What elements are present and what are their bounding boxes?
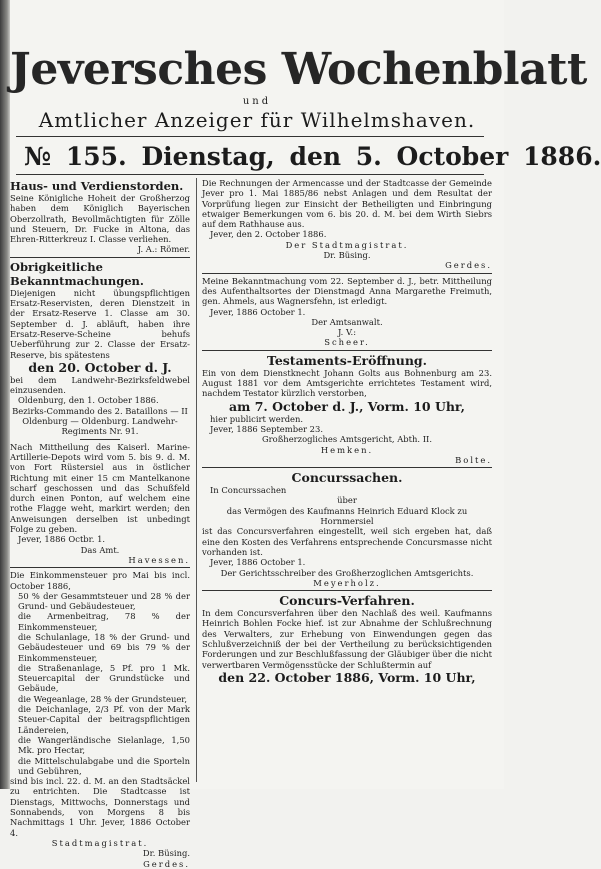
divider [202,590,492,591]
tax-payment-text: sind bis incl. 22. d. M. an den Stadtsäckel zu entrichten. Die Stadtcasse ist Dienstags, Mittwochs, Donnerstags und Sonnabends, von Morgens 8 bis Nachmittags 1 Uhr. Jever, 1886 October 4. [10,776,190,838]
masthead-rule-bottom [16,174,484,175]
residence-signature: Scheer. [324,337,370,348]
residence-place: Jever, 1886 October 1. [210,306,306,317]
divider [10,257,190,258]
accounts-name: Dr. Büsing. [323,250,371,261]
concurs-line: das Vermögen des Kaufmanns Heinrich Eduard Klock zu Hornmersiel [226,505,468,527]
testament-authority: Großherzogliches Amtsgericht, Abth. II. [261,434,433,445]
dateline [24,142,601,171]
firing-notice-place: Jever, 1886 Octbr. 1. [18,534,106,545]
issue-date: den 5. October 1886. [289,142,601,171]
concurs-place: Jever, 1886 October 1. [210,557,306,568]
divider [80,439,120,440]
newspaper-page [10,0,601,869]
accounts-place: Jever, den 2. October 1886. [210,229,327,240]
divider [10,567,190,568]
masthead-rule-top [16,136,484,137]
left-column [10,178,190,869]
heading-concurs-procedure: Concurs-Verfahren. [279,593,415,609]
issue-number: № 155. [24,142,127,171]
tax-line: die Wegeanlage, 28 % der Grundsteuer, [18,693,188,704]
column-separator [196,178,197,782]
firing-notice-text: Nach Mittheilung des Kaiserl. Marine-Artillerie-Depots wird vom 5. bis 9. d. M. von Fort Rüstersiel aus in östlicher Richtung mit einer 15 cm Mantelkanone scharf geschossen und das Schußfeld durch einen Ponton, auf welchem eine rothe Flagge weht, markirt werden; den Anweisungen derselben ist unbedingt Folge zu geben. [10,441,190,535]
tax-line: die Deichanlage, 2/3 Pf. von der Mark Steuer-Capital der beitragspflichtigen Ländereien, [18,704,190,735]
residence-text: Meine Bekanntmachung vom 22. September d. J., betr. Mittheilung des Aufenthaltsortes der Dienstmagd Anna Margarethe Freimuth, gen. Ahmels, aus Wagnersfehn, ist erledigt. [202,275,492,307]
right-column [202,178,492,783]
divider [202,467,492,468]
tax-authority: Stadtmagistrat. [51,837,149,848]
tax-line: die Mittelschulabgabe und die Sporteln und Gebühren, [18,755,190,776]
tax-heading: Die Einkommensteuer pro Mai bis incl. October 1886, [10,570,190,591]
concurs-procedure-date: den 22. October 1886, Vorm. 10 Uhr, [218,669,476,685]
issue-day: Dienstag, [141,142,275,171]
tax-signature: Gerdes. [143,858,190,869]
heading-concurs: Concurssachen. [291,470,403,486]
masthead-title: Jeversches Wochenblatt [10,44,587,95]
testament-text-2: hier publicirt werden. [210,413,304,424]
firing-notice-signature: Havessen. [128,554,190,565]
tax-line: die Armenbeitrag, 78 % der Einkommensteuer, [18,611,190,632]
accounts-signature: Gerdes. [445,260,492,271]
book-binding [0,0,10,789]
testament-date: am 7. October d. J., Vorm. 10 Uhr, [229,398,465,414]
residence-authority: Der Amtsanwalt. [311,316,383,327]
tax-line: 50 % der Gesammtsteuer und 28 % der Grund- und Gebäudesteuer, [18,590,190,612]
reserve-text-2: bei dem Landwehr-Bezirksfeldwebel einzusenden. [10,374,190,396]
tax-name: Dr. Büsing. [142,848,190,859]
accounts-text: Die Rechnungen der Armencasse und der Stadtcasse der Gemeinde Jever pro 1. Mai 1885/86 nebst Anlagen und dem Resultat der Vorprüfung liegen zur Einsicht der Betheiligten und Einbringung etwaiger Bemerkungen vom 6. bis 20. d. M. bei dem Wirth Siebrs auf dem Rathhause aus. [202,178,492,230]
heading-testament: Testaments-Eröffnung. [266,352,428,368]
divider [202,350,492,351]
tax-line: die Schulanlage, 18 % der Grund- und Gebäudesteuer und 69 bis 79 % der Einkommensteuer, [18,631,190,663]
tax-line: die Straßenanlage, 5 Pf. pro 1 Mk. Steuercapital der Grundstücke und Gebäude, [18,662,190,694]
reserve-deadline: den 20. October d. J. [28,359,172,375]
reserve-text: Diejenigen nicht übungspflichtigen Ersatz-Reservisten, deren Dienstzeit in der Ersatz-Reserve 1. Classe am 30. September d. J. abläuft, haben ihre Ersatz-Reserve-Scheine behufs Ueberführung zur 2. Classe der Ersatz-Reserve, bis spätestens [10,287,190,360]
concurs-line: über [337,495,357,506]
orders-signature: J. A.: Römer. [137,244,190,255]
concurs-signature: Meyerholz. [313,577,381,588]
accounts-authority: Der Stadtmagistrat. [285,239,409,250]
heading-orders: Haus- und Verdienstorden. [10,179,184,193]
orders-text: Seine Königliche Hoheit der Großherzog haben dem Königlich Bayerischen Oberzollrath, Bevollmächtigten für Zölle und Steuern, Dr. Fucke in Altona, das Ehren-Ritterkreuz I. Classe verliehen. [10,193,190,245]
testament-name: Hemken. [320,444,374,455]
concurs-text: ist das Concursverfahren eingestellt, weil sich ergeben hat, daß eine den Kosten des Verfahrens entsprechende Concursmasse nicht vorhanden ist. [202,526,492,557]
reserve-place: Oldenburg, den 1. October 1886. [18,395,159,406]
divider [202,273,492,274]
residence-va: J. V.: [337,327,357,338]
concurs-line: In Concurssachen [210,485,287,496]
firing-notice-authority: Das Amt. [80,544,120,555]
tax-line: die Wangerländische Sielanlage, 1,50 Mk. pro Hectar, [18,734,190,756]
testament-place: Jever, 1886 September 23. [210,423,324,434]
testament-text: Ein von dem Dienstknecht Johann Golts aus Bohnenburg am 23. August 1881 vor dem Amtsgerichte errichtetes Testament wird, nachdem Testator kürzlich verstorben, [202,367,492,399]
heading-announcements: Obrigkeitliche Bekanntmachungen. [10,259,144,288]
concurs-procedure-text: In dem Concursverfahren über den Nachlaß des weil. Kaufmanns Heinrich Bohlen Focke hief. ist zur Abnahme der Schlußrechnung des Verwalters, zur Erhebung von Einwendungen gegen das Schlußverzeichniß der bei der Vertheilung zu berücksichtigenden Forderungen und zur Beschlußfassung der Gläubiger über die nicht verwertbaren Vermögensstücke der Schlußtermin auf [202,608,492,670]
testament-signature: Bolte. [455,454,492,465]
masthead-subtitle: Amtlicher Anzeiger für Wilhelmshaven. [38,108,476,132]
masthead-und: und [242,96,272,107]
concurs-authority: Der Gerichtsschreiber des Großherzoglichen Amtsgerichts. [220,567,474,578]
reserve-signature: Bezirks-Commando des 2. Bataillons — II Oldenburg — Oldenburg. Landwehr-Regiments Nr. 91. [12,405,188,437]
